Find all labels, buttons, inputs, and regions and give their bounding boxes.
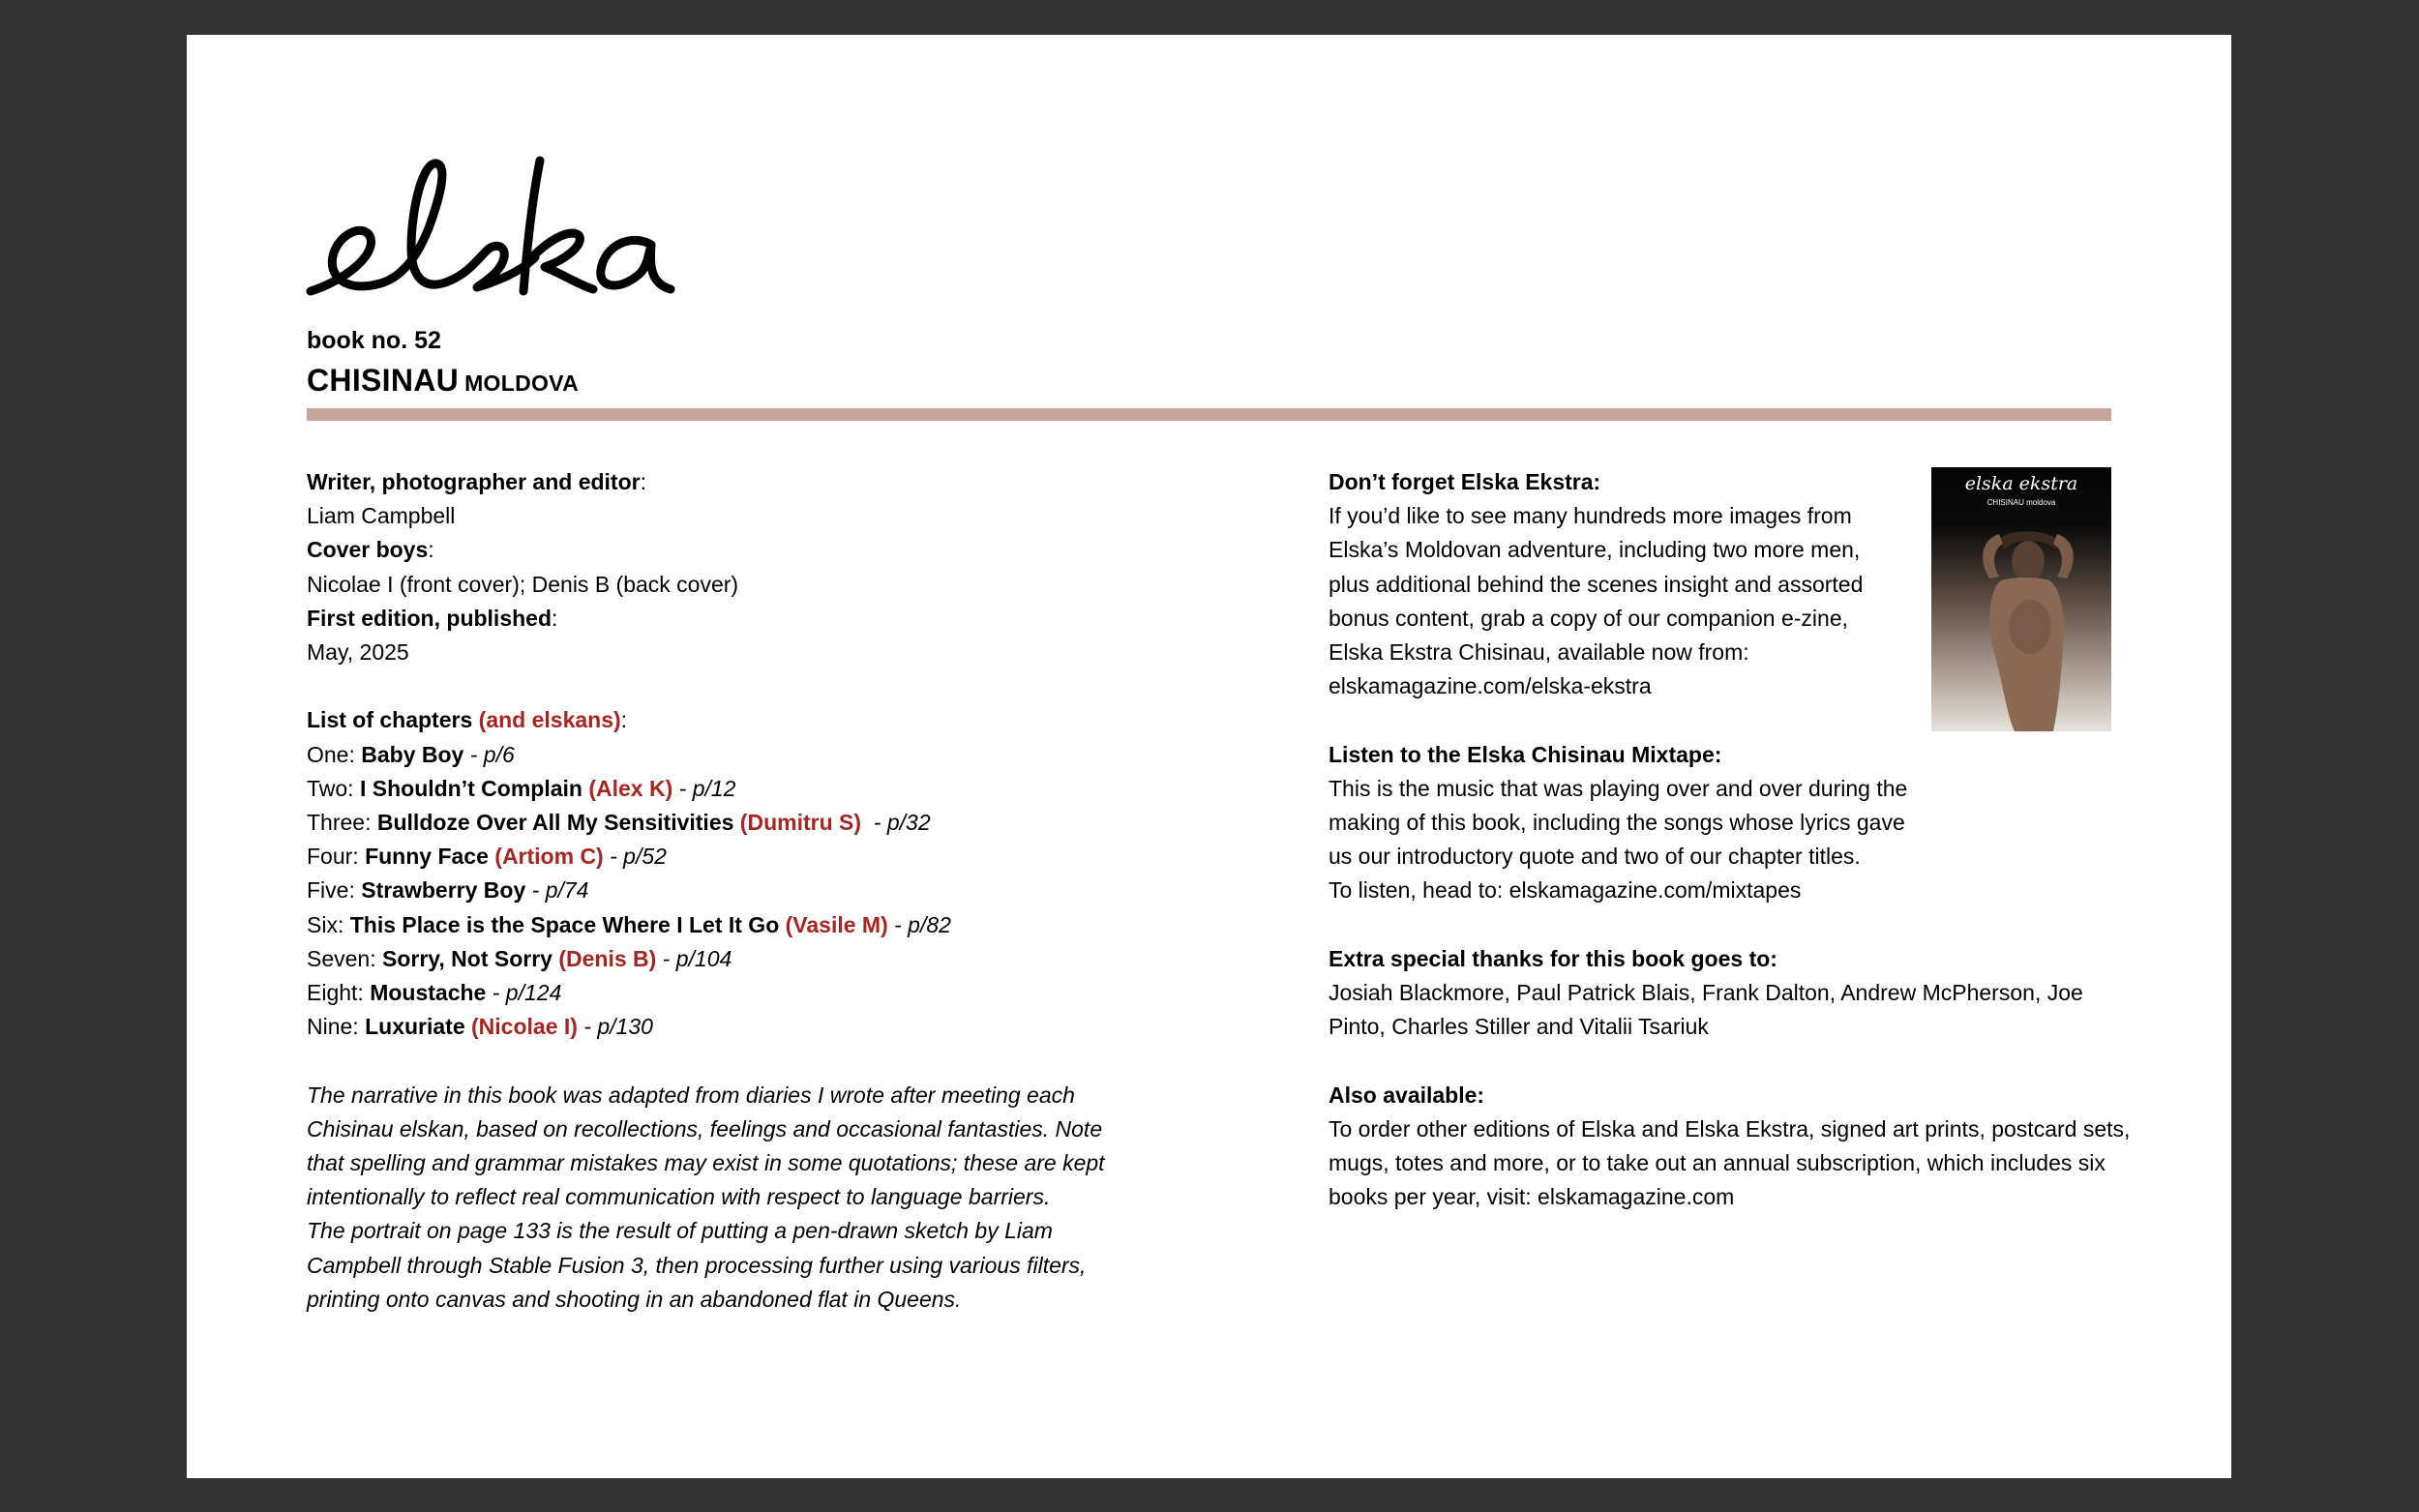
chapter-item (307, 976, 1120, 1010)
left-column (307, 465, 1120, 1317)
spacer (307, 669, 1120, 703)
chapter-elskan: (Denis B) (552, 945, 657, 971)
chapters-heading (307, 703, 1120, 737)
mixtape-line: us our introductory quote and two of our chapter titles. (1329, 844, 1861, 870)
chapter-title: Strawberry Boy (361, 877, 526, 904)
chapter-page: - p/124 (486, 980, 562, 1006)
ekstra-heading: Don’t forget Elska Ekstra: (1329, 469, 1601, 494)
chapter-title: Funny Face (365, 844, 489, 870)
writer-label-line (307, 465, 1120, 499)
chapter-item (307, 874, 1120, 907)
writer-value: Liam Campbell (307, 503, 456, 529)
chapter-title: Luxuriate (365, 1014, 465, 1040)
mixtape-line: This is the music that was playing over and over during the (1329, 775, 1908, 801)
ekstra-link[interactable]: elskamagazine.com/elska-ekstra (1329, 673, 1652, 699)
also-heading: Also available: (1329, 1082, 1485, 1108)
book-number: book no. 52 (307, 327, 441, 354)
ekstra-section (1329, 465, 1899, 703)
chapter-page: - p/32 (861, 810, 931, 836)
chapter-item (307, 1010, 1120, 1044)
chapter-page: - p/104 (656, 945, 732, 971)
spacer (1329, 908, 2111, 942)
colon: : (428, 537, 434, 563)
thanks-line: Pinto, Charles Stiller and Vitalii Tsariuk (1329, 1014, 1709, 1040)
notes-line: Campbell through Stable Fusion 3, then processing further using various filters, (307, 1252, 1087, 1278)
issue-location (307, 363, 579, 399)
notes-line: The narrative in this book was adapted from diaries I wrote after meeting each (307, 1082, 1075, 1108)
ekstra-line: bonus content, grab a copy of our companion e-zine, (1329, 605, 1849, 631)
edition-value: May, 2025 (307, 639, 409, 666)
cover-value: Nicolae I (front cover); Denis B (back cover) (307, 571, 739, 597)
chapter-number: Six: (307, 911, 350, 937)
also-line: To order other editions of Elska and Elska Ekstra, signed art prints, postcard sets, (1329, 1115, 2131, 1141)
chapter-elskan: (Artiom C) (488, 844, 604, 870)
chapter-number: Four: (307, 844, 366, 870)
chapter-page: - p/12 (672, 775, 736, 801)
notes-line: that spelling and grammar mistakes may exist in some quotations; these are kept (307, 1150, 1105, 1176)
cover-photo (1931, 520, 2111, 731)
thanks-line: Josiah Blackmore, Paul Patrick Blais, Frank Dalton, Andrew McPherson, Joe (1329, 980, 2083, 1006)
chapter-title: Moustache (370, 980, 487, 1006)
page (187, 35, 2231, 1478)
chapter-page: - p/74 (525, 877, 589, 904)
writer-label: Writer, photographer and editor (307, 469, 641, 494)
ekstra-line: Elska’s Moldovan adventure, including two more men, (1329, 537, 1861, 563)
chapter-number: Eight: (307, 980, 371, 1006)
city-name: CHISINAU (307, 363, 460, 398)
mixtape-line: making of this book, including the songs whose lyrics gave (1329, 810, 1905, 836)
mixtape-heading: Listen to the Elska Chisinau Mixtape: (1329, 741, 1722, 767)
chapter-item (307, 806, 1120, 840)
chapter-page: - p/82 (887, 911, 951, 937)
title-rule (307, 408, 2111, 421)
spacer (307, 1044, 1120, 1078)
chapter-page: - p/52 (603, 844, 667, 870)
country-name: MOLDOVA (464, 371, 580, 396)
chapters-heading-label: List of chapters (307, 707, 473, 733)
chapter-item (307, 772, 1120, 806)
chapter-number: Three: (307, 810, 377, 836)
colon: : (552, 605, 558, 631)
chapter-title: I Shouldn’t Complain (359, 775, 582, 801)
chapter-elskan: (Vasile M) (779, 911, 888, 937)
chapter-number: Five: (307, 877, 362, 904)
chapter-title: Baby Boy (361, 741, 464, 767)
chapter-page: - p/6 (463, 741, 515, 767)
chapter-item (307, 908, 1120, 942)
elska-logo (303, 136, 680, 311)
notes-line: Chisinau elskan, based on recollections, feelings and occasional fantasties. Note (307, 1115, 1103, 1141)
chapter-number: One: (307, 741, 362, 767)
chapter-elskan: (Alex K) (582, 775, 673, 801)
colon: : (640, 469, 646, 494)
cover-subtitle: CHISINAU moldova (1986, 498, 2056, 507)
chapter-title: Bulldoze Over All My Sensitivities (376, 810, 734, 836)
spacer (1329, 1044, 2111, 1078)
notes-line: printing onto canvas and shooting in an abandoned flat in Queens. (307, 1286, 962, 1312)
chapter-number: Two: (307, 775, 360, 801)
chapter-item (307, 840, 1120, 874)
colon: : (620, 707, 628, 733)
also-line: mugs, totes and more, or to take out an annual subscription, which includes six (1329, 1150, 2105, 1176)
cover-title: elska ekstra (1964, 473, 2078, 494)
cover-label-line (307, 533, 1120, 567)
chapter-elskan: (Dumitru S) (733, 810, 862, 836)
notes-line: intentionally to reflect real communication with respect to language barriers. (307, 1184, 1051, 1210)
thanks-heading: Extra special thanks for this book goes to: (1329, 945, 1777, 971)
edition-label-line (307, 602, 1120, 636)
chapter-item (307, 942, 1120, 976)
chapter-elskan: (Nicolae I) (464, 1014, 578, 1040)
chapter-number: Nine: (307, 1014, 366, 1040)
elska-logo-script (303, 136, 680, 311)
cover-label: Cover boys (307, 537, 429, 563)
edition-label: First edition, published (307, 605, 552, 631)
ekstra-cover-image[interactable] (1931, 467, 2111, 731)
notes-line: The portrait on page 133 is the result of putting a pen-drawn sketch by Liam (307, 1218, 1053, 1244)
chapter-title: This Place is the Space Where I Let It Go (349, 911, 780, 937)
ekstra-line: If you’d like to see many hundreds more images from (1329, 503, 1852, 529)
mixtape-link[interactable]: To listen, head to: elskamagazine.com/mixtapes (1329, 877, 1802, 904)
ekstra-line: plus additional behind the scenes insight and assorted (1329, 571, 1864, 597)
chapter-page: - p/130 (577, 1014, 653, 1040)
also-link[interactable]: books per year, visit: elskamagazine.com (1329, 1184, 1735, 1210)
chapter-number: Seven: (307, 945, 382, 971)
ekstra-line: Elska Ekstra Chisinau, available now from: (1329, 639, 1749, 666)
chapter-title: Sorry, Not Sorry (382, 945, 552, 971)
chapter-item (307, 738, 1120, 772)
chapters-heading-note: (and elskans) (478, 707, 621, 733)
